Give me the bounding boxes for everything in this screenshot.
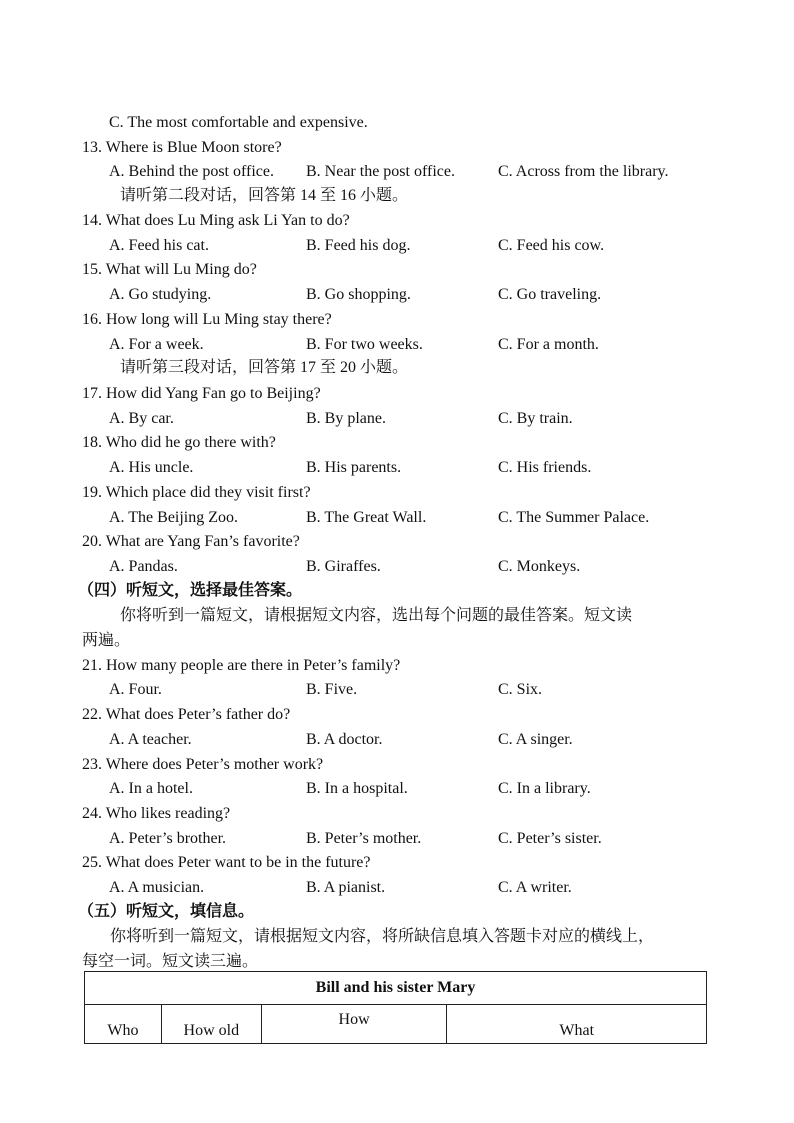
section-heading: （四）听短文，选择最佳答案。: [78, 582, 303, 599]
header-how: How: [261, 1005, 447, 1044]
text-line: 13. Where is Blue Moon store?: [82, 139, 282, 156]
answer-option-c: C. His friends.: [498, 459, 592, 476]
text-line: 你将听到一篇短文，请根据短文内容，将所缺信息填入答题卡对应的横线上，: [110, 928, 655, 945]
answer-option-a: A. Pandas.: [109, 558, 178, 575]
answer-option-a: A. A teacher.: [109, 731, 192, 748]
text-line: 请听第二段对话，回答第 14 至 16 小题。: [120, 187, 409, 204]
answer-option-c: C. Go traveling.: [498, 286, 602, 303]
info-table-header-row: [85, 1005, 707, 1044]
text-line: 21. How many people are there in Peter’s family?: [82, 657, 401, 674]
header-what: What: [447, 1005, 707, 1044]
answer-option-b: B. His parents.: [306, 459, 402, 476]
info-table: [84, 971, 707, 1044]
section-heading: （五）听短文，填信息。: [78, 903, 255, 920]
answer-option-c: C. Monkeys.: [498, 558, 581, 575]
text-line: 你将听到一篇短文，请根据短文内容，选出每个问题的最佳答案。短文读: [120, 607, 633, 624]
answer-option-c: C. The Summer Palace.: [498, 509, 650, 526]
answer-option-a: A. His uncle.: [109, 459, 194, 476]
info-table-title-row: [85, 972, 707, 1005]
answer-option-c: C. Six.: [498, 681, 543, 698]
answer-option-a: A. Peter’s brother.: [109, 830, 227, 847]
text-line: 16. How long will Lu Ming stay there?: [82, 311, 332, 328]
text-line: 23. Where does Peter’s mother work?: [82, 756, 324, 773]
answer-option-a: A. Four.: [109, 681, 162, 698]
answer-option-a: A. Feed his cat.: [109, 237, 209, 254]
text-line: 20. What are Yang Fan’s favorite?: [82, 533, 300, 550]
text-line: 15. What will Lu Ming do?: [82, 261, 257, 278]
text-line: 18. Who did he go there with?: [82, 434, 276, 451]
header-who: Who: [85, 1005, 162, 1044]
answer-option-c: C. Peter’s sister.: [498, 830, 602, 847]
answer-option-c: C. By train.: [498, 410, 573, 427]
text-line: 17. How did Yang Fan go to Beijing?: [82, 385, 321, 402]
answer-option-b: B. Go shopping.: [306, 286, 411, 303]
answer-option-b: B. Five.: [306, 681, 358, 698]
answer-option-a: A. For a week.: [109, 336, 204, 353]
text-line: 请听第三段对话，回答第 17 至 20 小题。: [120, 359, 409, 376]
answer-option-b: B. By plane.: [306, 410, 386, 427]
answer-option-b: B. Giraffes.: [306, 558, 381, 575]
header-how-old: How old: [161, 1005, 261, 1044]
answer-option-c: C. For a month.: [498, 336, 599, 353]
text-line: 22. What does Peter’s father do?: [82, 706, 291, 723]
answer-option-b: B. Near the post office.: [306, 163, 455, 180]
answer-option-c: C. A writer.: [498, 879, 572, 896]
info-table-title: Bill and his sister Mary: [85, 972, 707, 1005]
answer-option-b: B. In a hospital.: [306, 780, 408, 797]
answer-option-a: A. In a hotel.: [109, 780, 193, 797]
text-line: 25. What does Peter want to be in the future?: [82, 854, 371, 871]
answer-option-c: C. In a library.: [498, 780, 591, 797]
text-line: 两遍。: [82, 632, 131, 649]
answer-option-b: B. For two weeks.: [306, 336, 423, 353]
answer-option-b: B. Peter’s mother.: [306, 830, 422, 847]
text-line: C. The most comfortable and expensive.: [109, 114, 368, 131]
answer-option-c: C. A singer.: [498, 731, 573, 748]
text-line: 19. Which place did they visit first?: [82, 484, 311, 501]
answer-option-a: A. A musician.: [109, 879, 205, 896]
answer-option-a: A. Go studying.: [109, 286, 212, 303]
text-line: 14. What does Lu Ming ask Li Yan to do?: [82, 212, 350, 229]
answer-option-c: C. Feed his cow.: [498, 237, 605, 254]
answer-option-a: A. By car.: [109, 410, 174, 427]
answer-option-b: B. The Great Wall.: [306, 509, 427, 526]
answer-option-c: C. Across from the library.: [498, 163, 669, 180]
answer-option-b: B. A doctor.: [306, 731, 383, 748]
answer-option-a: A. Behind the post office.: [109, 163, 275, 180]
answer-option-b: B. Feed his dog.: [306, 237, 411, 254]
text-line: 每空一词。短文读三遍。: [82, 953, 259, 970]
text-line: 24. Who likes reading?: [82, 805, 231, 822]
answer-option-b: B. A pianist.: [306, 879, 386, 896]
answer-option-a: A. The Beijing Zoo.: [109, 509, 239, 526]
